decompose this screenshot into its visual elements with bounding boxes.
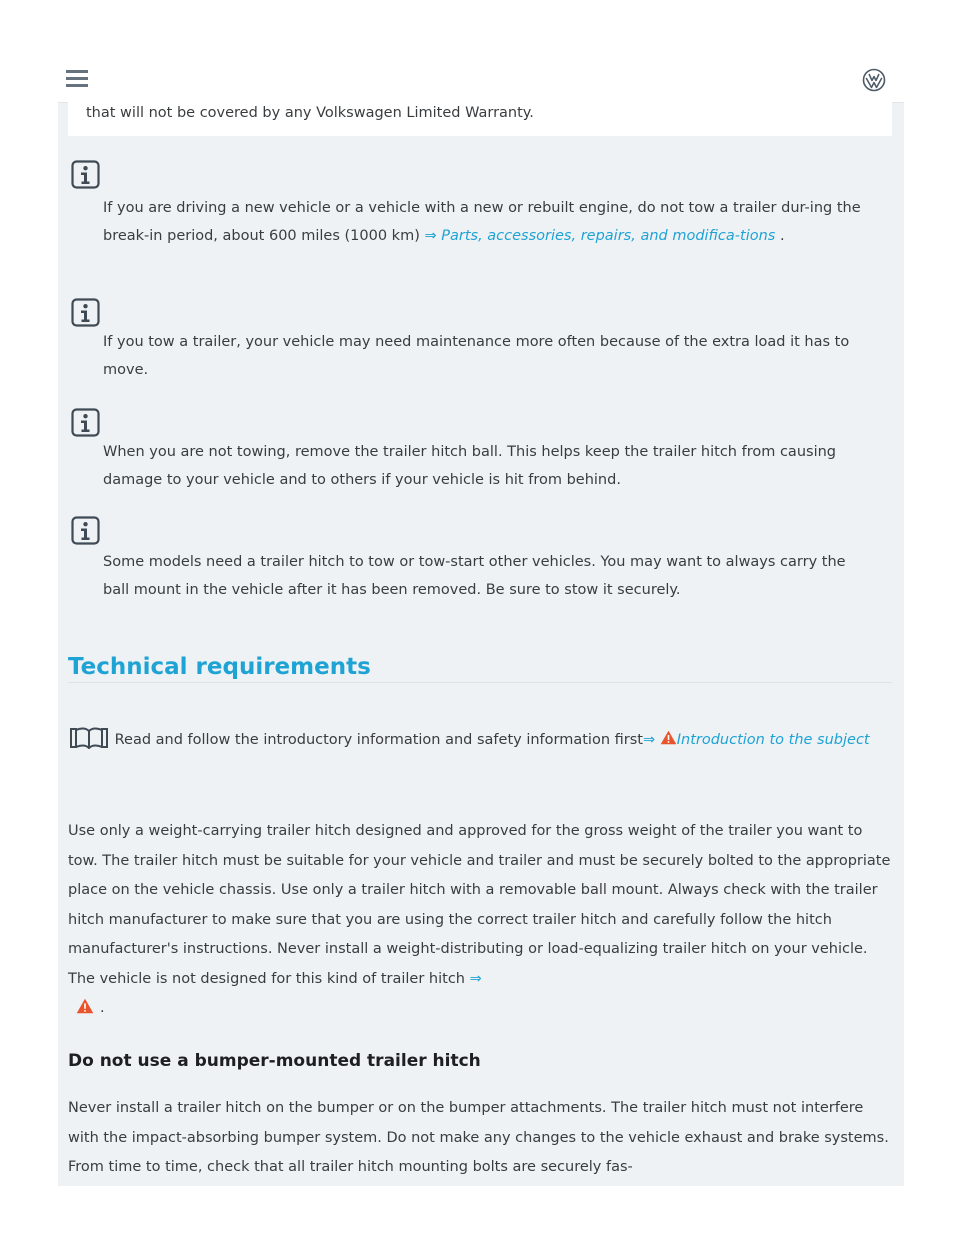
parts-accessories-link[interactable]: ⇒ Parts, accessories, repairs, and modifica-tions [424,228,776,244]
hamburger-menu-icon[interactable] [66,70,88,88]
vw-logo-icon[interactable] [862,68,886,92]
open-book-icon [68,726,110,750]
intro-line [68,726,892,754]
section-divider [68,682,892,683]
note-text: Some models need a trailer hitch to tow or tow-start other vehicles. You may want to always carry the ball mount in the vehicle after it has been removed. Be sure to stow it securely. [103,554,846,598]
intro-arrow[interactable]: ⇒ [642,732,660,748]
note-text: If you are driving a new vehicle or a vehicle with a new or rebuilt engine, do not tow a trailer dur-ing the break-in period, about 600 miles (1000 km) ⇒ Parts, accessories, repairs, and modifica-tions . [103,200,861,244]
note-text: When you are not towing, remove the trailer hitch ball. This helps keep the trailer hitch from causing damage to your vehicle and to others if your vehicle is hit from behind. [103,444,836,488]
warning-text: that will not be covered by any Volkswagen Limited Warranty. [86,105,534,121]
subsection-title: Do not use a bumper-mounted trailer hitch [68,1051,481,1071]
info-note-icon [71,160,100,189]
warning-triangle-icon [660,730,677,745]
warning-reference: . [76,997,105,1019]
info-note-icon [71,298,100,327]
note-item [68,298,892,388]
note-text: If you tow a trailer, your vehicle may need maintenance more often because of the extra load it has to move. [103,334,850,378]
introduction-link[interactable]: Introduction to the subject [676,732,870,748]
warning-box [68,96,892,136]
top-bar [0,0,960,102]
warning-triangle-icon[interactable] [76,998,94,1014]
body-paragraph: Use only a weight-carrying trailer hitch designed and approved for the gross weight of the trailer you want to tow. The trailer hitch must be suitable for your vehicle and trailer and must be securely bolted to the appropriate place on the vehicle chassis. Use only a trailer hitch with a removable ball mount. Always check with the trailer hitch manufacturer to make sure that you are using the correct trailer hitch and carefully follow the hitch manufacturer's instructions. Never install a weight-distributing or load-equalizing trailer hitch on your vehicle. The vehicle is not designed for this kind of trailer hitch ⇒ [68,823,891,987]
info-note-icon [71,516,100,545]
section-title: Technical requirements [68,654,371,680]
note-item [68,408,892,498]
hitch-warning-arrow[interactable]: ⇒ [465,970,482,987]
note-item [68,160,892,280]
note-item [68,516,892,606]
subsection-paragraph: Never install a trailer hitch on the bumper or on the bumper attachments. The trailer hitch must not interfere with the impact-absorbing bumper system. Do not make any changes to the vehicle exhaust and brake systems. From time to time, check that all trailer hitch mounting bolts are securely fas- [68,1100,889,1175]
intro-text: Read and follow the introductory information and safety information first [110,732,643,748]
info-note-icon [71,408,100,437]
